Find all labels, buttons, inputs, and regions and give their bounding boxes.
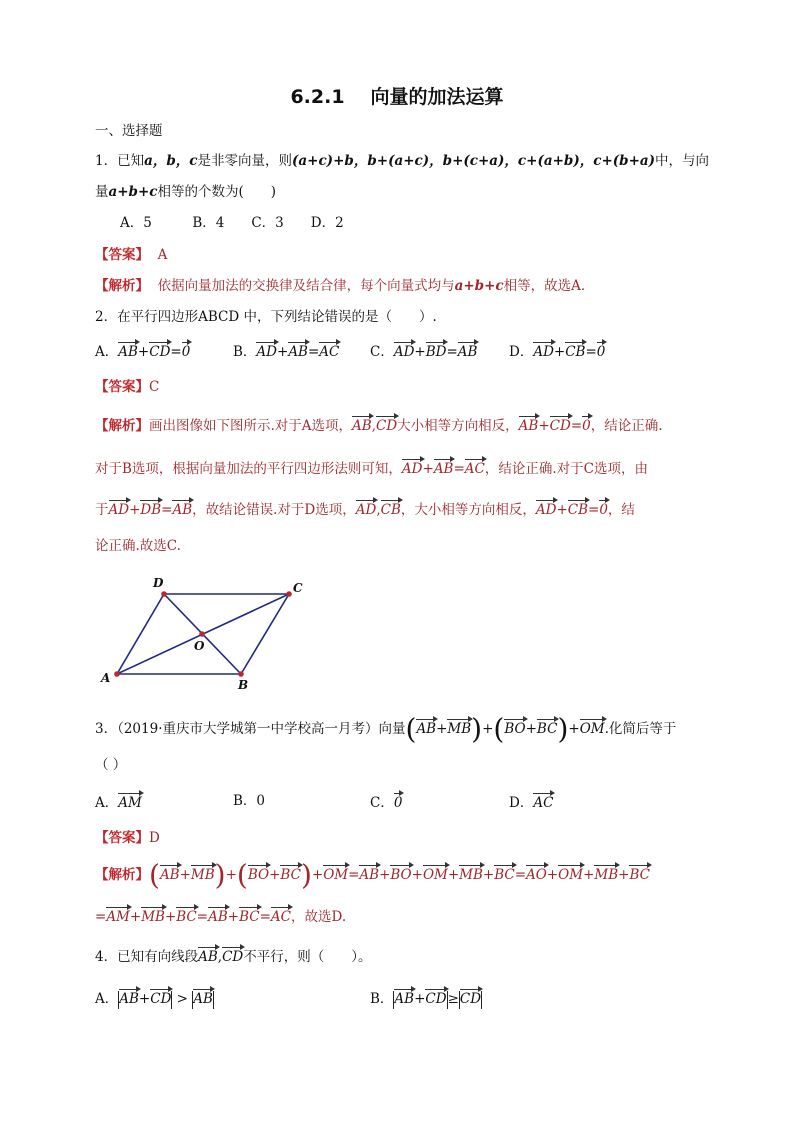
q1-analysis: 【解析】 依据向量加法的交换律及结合律，每个向量式均与a+b+c相等，故选A． <box>95 278 595 294</box>
q1-line1: 1．已知a，b，c是非零向量，则(a+c)+b，b+(a+c)，b+(c+a)，c+(a+b)，c+(b+a)中，与向 <box>95 153 710 169</box>
q4-option-b: B．AB+CD≥CD <box>370 988 482 1009</box>
point-o <box>199 631 205 637</box>
q2-answer: 【答案】C <box>95 379 160 395</box>
q3-option-d: D．AC <box>509 792 553 812</box>
parallelogram-figure <box>95 570 325 695</box>
q3-answer: 【答案】D <box>95 830 160 846</box>
q2-option-c: C．AD+BD=AB <box>370 341 477 361</box>
label-d: D <box>153 576 164 590</box>
q1-answer: 【答案】 A <box>95 247 168 263</box>
q3-option-b: B．0 <box>233 793 266 809</box>
point-d <box>161 591 167 597</box>
q1-options: A．5 B．4 C．3 D．2 <box>120 215 344 231</box>
q2-option-a: A．AB+CD=0 <box>95 341 190 361</box>
q3-analysis-line2: =AM+MB+BC=AB+BC=AC，故选D. <box>95 906 346 926</box>
q3-option-a: A．AM <box>95 792 142 812</box>
q2-analysis-line4: 论正确.故选C. <box>95 538 181 554</box>
q3-stem: 3．（2019·重庆市大学城第一中学校高一月考）向量(AB+MB)+(BO+BC)+OM.化简后等于 <box>95 712 677 746</box>
label-b: B <box>238 678 249 692</box>
q3-option-c: C．0 <box>370 792 402 812</box>
q2-analysis-line2: 对于B选项，根据向量加法的平行四边形法则可知，AD+AB=AC，结论正确.对于C选项，由 <box>95 458 648 478</box>
q1-line2: 量a+b+c相等的个数为( ) <box>95 184 277 200</box>
q4-option-a: A．AB+CD > AB <box>95 988 214 1009</box>
q2-option-d: D．AD+CB=0 <box>509 341 605 361</box>
q3-analysis-line1: 【解析】(AB+MB)+(BO+BC)+OM=AB+BO+OM+MB+BC=AO+OM+MB+BC <box>95 858 650 892</box>
q2-option-b: B．AD+AB=AC <box>233 341 339 361</box>
q2-analysis-line3: 于AD+DB=AB，故结论错误.对于D选项，AD,CB，大小相等方向相反，AD+CB=0，结 <box>95 499 635 519</box>
q3-stem-line2: （ ） <box>95 757 127 773</box>
label-o: O <box>194 639 205 653</box>
q2-stem: 2．在平行四边形ABCD 中，下列结论错误的是（ ）. <box>95 309 437 325</box>
point-c <box>286 591 292 597</box>
point-b <box>238 671 244 677</box>
label-c: C <box>293 581 303 595</box>
point-a <box>114 671 120 677</box>
edge-da <box>117 594 164 674</box>
section-heading: 一、选择题 <box>95 123 163 139</box>
page-title: 6.2.1 向量的加法运算 <box>290 86 504 108</box>
label-a: A <box>101 671 111 685</box>
q2-analysis-line1: 【解析】画出图像如下图所示.对于A选项，AB,CD大小相等方向相反，AB+CD=0，结论正确. <box>95 415 663 435</box>
q4-stem: 4．已知有向线段AB,CD不平行，则（ ）。 <box>95 946 371 966</box>
